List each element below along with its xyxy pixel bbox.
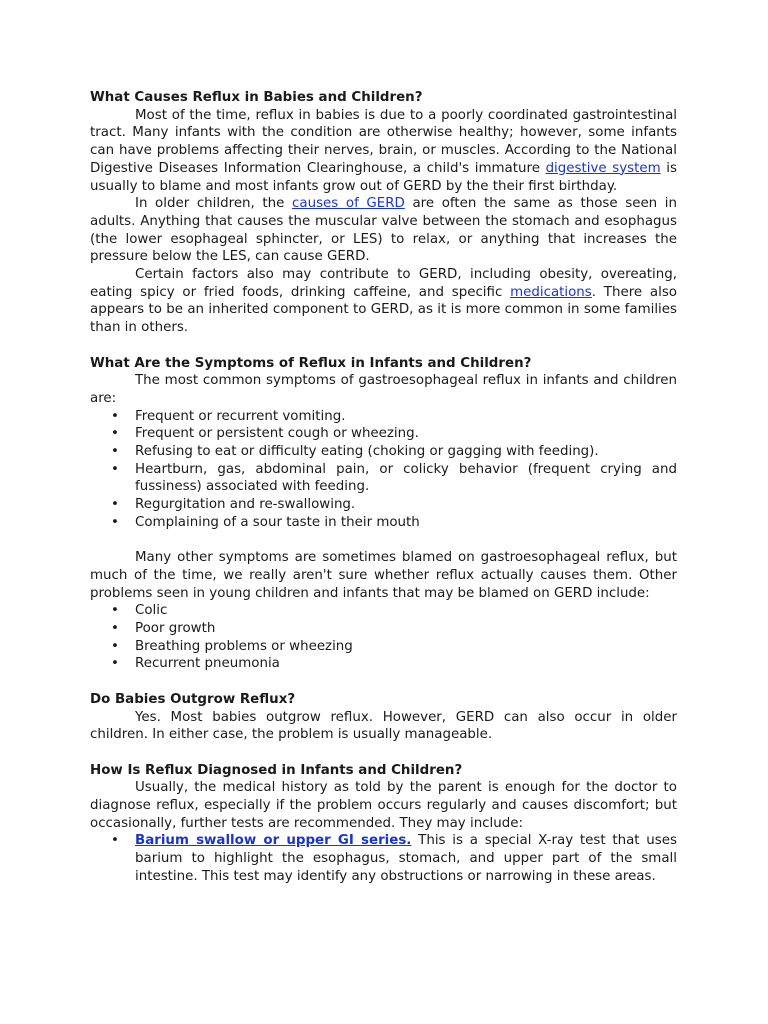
list-item: • Breathing problems or wheezing (135, 638, 677, 656)
symptoms-heading: What Are the Symptoms of Reflux in Infants and Children? (90, 355, 532, 371)
list-item: • Heartburn, gas, abdominal pain, or colicky behavior (frequent crying and fussiness) associated with feeding. (135, 461, 677, 496)
section-spacer (90, 532, 677, 550)
other-symptoms-intro: Many other symptoms are sometimes blamed on gastroesophageal reflux, but much of the time, we really aren't sure whether reflux actually causes them. Other problems seen in young children and infants that may be blamed on GERD include: (90, 550, 677, 601)
medications-link[interactable]: medications (510, 284, 592, 300)
causes-p2-text-b: are often the same as those seen in adults. Anything that causes the muscular valve between the stomach and esophagus (the lower esophageal sphincter, or LES) to relax, or anything that increases the pressure below the LES, can cause GERD. (90, 196, 677, 265)
barium-swallow-description: This is a special X-ray test that uses barium to highlight the esophagus, stomach, and upper part of the small intestine. This test may identify any obstructions or narrowing in these areas. (135, 833, 677, 884)
symptoms-intro: The most common symptoms of gastroesophageal reflux in infants and children are: (90, 373, 677, 406)
list-item (135, 832, 677, 885)
list-item: • Poor growth (135, 620, 677, 638)
list-item: • Recurrent pneumonia (135, 655, 677, 673)
list-item: • Regurgitation and re-swallowing. (135, 496, 677, 514)
causes-p3-text-b: . There also appears to be an inherited component to GERD, as it is more common in some families than in others. (90, 284, 677, 336)
causes-paragraph-1 (90, 107, 677, 196)
digestive-system-link[interactable]: digestive system (545, 160, 661, 176)
section-spacer (90, 744, 677, 762)
causes-paragraph-2 (90, 195, 677, 266)
causes-p2-text-a: In older children, the (135, 196, 293, 212)
list-item: • Colic (135, 602, 677, 620)
causes-paragraph-3 (90, 266, 677, 337)
section-spacer (90, 673, 677, 691)
diagnosis-intro: Usually, the medical history as told by the parent is enough for the doctor to diagnose reflux, especially if the problem occurs regularly and causes discomfort; but occasionally, further tests are recommended. They may include: (90, 780, 677, 831)
symptoms-list (90, 408, 677, 532)
barium-swallow-link[interactable]: Barium swallow or upper GI series. (135, 833, 412, 849)
causes-heading: What Causes Reflux in Babies and Children? (90, 90, 423, 105)
section-spacer (90, 337, 677, 355)
article-body (90, 89, 677, 886)
list-item: • Frequent or persistent cough or wheezing. (135, 425, 677, 443)
list-item: • Refusing to eat or difficulty eating (choking or gagging with feeding). (135, 443, 677, 461)
diagnosis-heading: How Is Reflux Diagnosed in Infants and Children? (90, 762, 463, 778)
diagnosis-tests-list (90, 832, 677, 885)
causes-p1-text-a: Most of the time, reflux in babies is due to a poorly coordinated gastrointestinal tract. Many infants with the condition are otherwise healthy; however, some infants can have problems affecting their nerves, brain, or muscles. According to the National Digestive Diseases Information Clearinghouse, a child's immature (90, 107, 677, 176)
other-symptoms-list (90, 602, 677, 673)
causes-of-gerd-link[interactable]: causes of GERD (292, 196, 405, 212)
causes-p1-text-b: is usually to blame and most infants grow out of GERD by the their first birthday. (90, 160, 677, 194)
outgrow-paragraph: Yes. Most babies outgrow reflux. However, GERD can also occur in older children. In either case, the problem is usually manageable. (90, 709, 677, 743)
outgrow-heading: Do Babies Outgrow Reflux? (90, 691, 296, 707)
causes-p3-text-a: Certain factors also may contribute to GERD, including obesity, overeating, eating spicy or fried foods, drinking caffeine, and specific (90, 267, 677, 300)
list-item: • Complaining of a sour taste in their mouth (135, 514, 677, 532)
list-item: • Frequent or recurrent vomiting. (135, 408, 677, 426)
